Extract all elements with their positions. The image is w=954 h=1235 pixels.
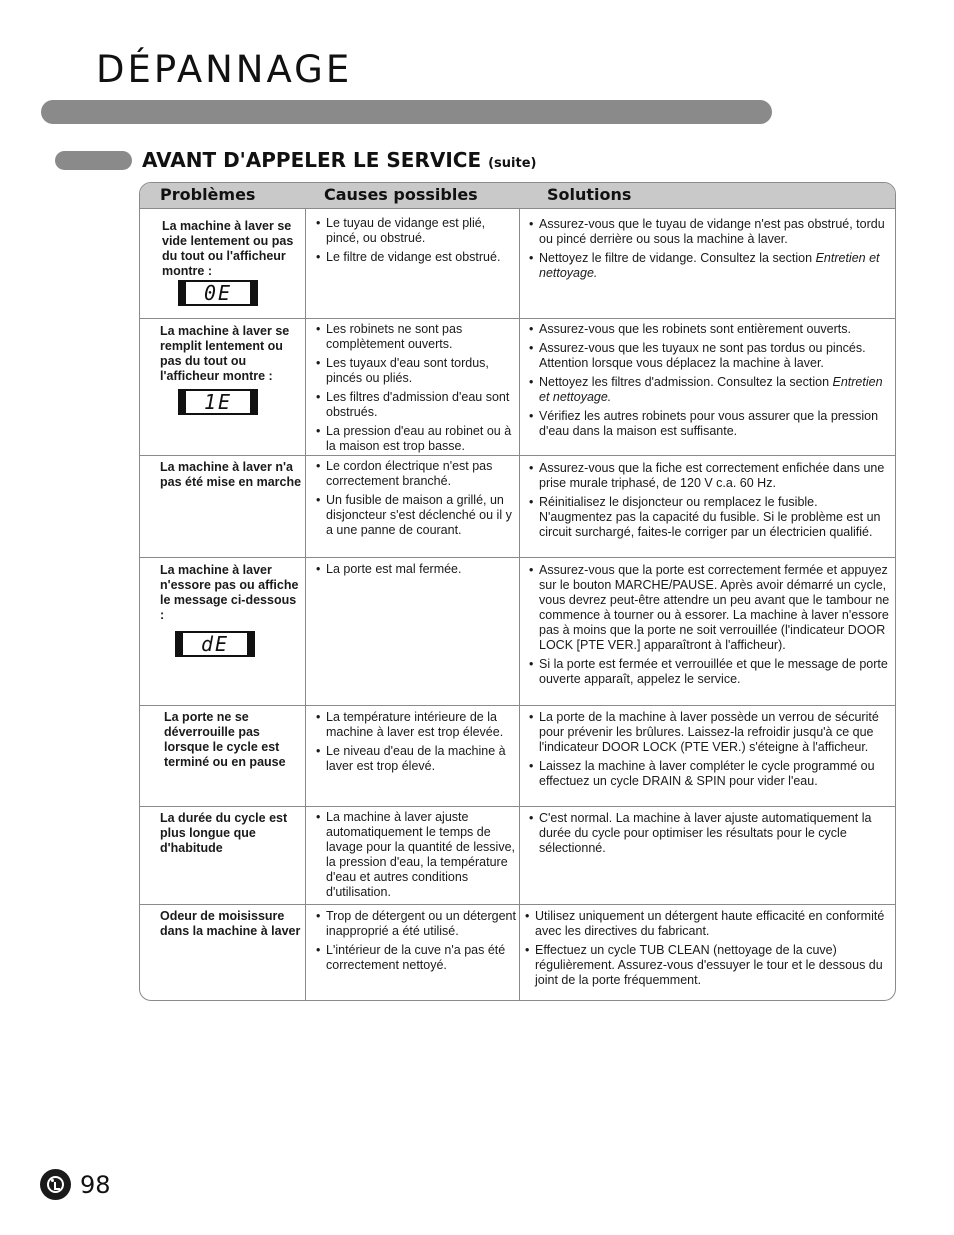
solutions-list: [528, 811, 894, 860]
problem-text: La durée du cycle est plus longue que d'habitude: [160, 811, 288, 855]
list-item: • Assurez-vous que les robinets sont entièrement ouverts.: [528, 322, 894, 337]
causes-list: [315, 216, 518, 269]
table-row: [140, 807, 895, 905]
lg-logo-icon: [40, 1169, 71, 1200]
list-item: • Assurez-vous que le tuyau de vidange n'est pas obstrué, tordu ou pincé derrière ou sous la machine à laver.: [528, 217, 894, 247]
solutions-list: [528, 710, 894, 793]
section-title-text: AVANT D'APPELER LE SERVICE: [142, 148, 482, 172]
table-row: [140, 208, 895, 319]
section-pill: [55, 151, 132, 170]
list-item-text: Nettoyez le filtre de vidange. Consultez la section: [539, 251, 813, 265]
error-display-icon: [178, 389, 258, 415]
list-item: • Si la porte est fermée et verrouillée et que le message de porte ouverte apparaît, appelez le service.: [528, 657, 894, 687]
list-item: • Assurez-vous que la fiche est correctement enfichée dans une prise murale triphasé, de 120 V c.a. 60 Hz.: [528, 461, 894, 491]
list-item: • Le cordon électrique n'est pas correctement branché.: [315, 459, 518, 489]
error-display-icon: [178, 280, 258, 306]
list-item: • Le tuyau de vidange est plié, pincé, ou obstrué.: [315, 216, 518, 246]
table-header: [140, 183, 895, 209]
list-item: • Vérifiez les autres robinets pour vous assurer que la pression d'eau dans la maison est suffisante.: [528, 409, 894, 439]
problem-text: La machine à laver se remplit lentement ou pas du tout ou l'afficheur montre :: [160, 324, 290, 383]
problem-text: La porte ne se déverrouille pas lorsque le cycle est terminé ou en pause: [164, 710, 286, 769]
list-item: • L'intérieur de la cuve n'a pas été correctement nettoyé.: [315, 943, 518, 973]
list-item: • Les robinets ne sont pas complètement ouverts.: [315, 322, 518, 352]
table-row: [140, 905, 895, 1001]
list-item: [528, 251, 894, 281]
list-item-italic: Entretien et nettoyage.: [539, 375, 883, 404]
list-item: • Laissez la machine à laver compléter le cycle programmé ou effectuez un cycle DRAIN & SPIN pour vider l'eau.: [528, 759, 894, 789]
causes-list: [315, 710, 518, 778]
list-item: • Utilisez uniquement un détergent haute efficacité en conformité avec les directives du fabricant.: [524, 909, 890, 939]
table-row: [140, 456, 895, 558]
problem-text: La machine à laver n'essore pas ou affiche le message ci-dessous :: [160, 563, 299, 622]
problem-text: Odeur de moisissure dans la machine à laver: [160, 909, 301, 938]
list-item: • Assurez-vous que les tuyaux ne sont pas tordus ou pincés. Attention lorsque vous déplacez la machine à laver.: [528, 341, 894, 371]
causes-list: [315, 810, 518, 904]
list-item: • La température intérieure de la machine à laver est trop élevée.: [315, 710, 518, 740]
list-item-text: Nettoyez les filtres d'admission. Consultez la section: [539, 375, 830, 389]
troubleshooting-table: [139, 182, 896, 1001]
causes-list: [315, 459, 518, 542]
list-item: • C'est normal. La machine à laver ajuste automatiquement la durée du cycle pour optimiser les résultats pour le cycle sélectionné.: [528, 811, 894, 856]
table-row: [140, 319, 895, 456]
error-code: 1E: [203, 390, 233, 414]
error-display-icon: [175, 631, 255, 657]
page-title: DÉPANNAGE: [96, 48, 353, 91]
list-item: • Assurez-vous que la porte est correctement fermée et appuyez sur le bouton MARCHE/PAUSE. Après avoir démarré un cycle, vous devrez peut-être attendre un peu avant que le tambour ne commence à tourner ou à essorer. La machine à laver n'essore pas à moins que la porte ne soit verrouillée (l'indicateur DOOR LOCK [PTE VER.] apparaîtront à l'afficheur).: [528, 563, 894, 653]
column-header-causes: Causes possibles: [324, 185, 478, 204]
list-item: • Les filtres d'admission d'eau sont obstrués.: [315, 390, 518, 420]
list-item: • La machine à laver ajuste automatiquement le temps de lavage pour la quantité de lessive, la pression d'eau, la température d'eau et autres conditions d'utilisation.: [315, 810, 518, 900]
column-header-problems: Problèmes: [160, 185, 256, 204]
list-item: • Le niveau d'eau de la machine à laver est trop élevé.: [315, 744, 518, 774]
column-header-solutions: Solutions: [547, 185, 632, 204]
table-row: [140, 558, 895, 706]
list-item: • Effectuez un cycle TUB CLEAN (nettoyage de la cuve) régulièrement. Assurez-vous d'essuyer le tour et le dessous du joint de la porte fréquemment.: [524, 943, 890, 988]
error-code: dE: [200, 632, 230, 656]
error-code: 0E: [203, 281, 233, 305]
solutions-list: [528, 461, 894, 544]
problem-text: La machine à laver se vide lentement ou pas du tout ou l'afficheur montre :: [162, 219, 294, 278]
list-item: • Le filtre de vidange est obstrué.: [315, 250, 518, 265]
section-title-suffix: (suite): [488, 156, 537, 171]
causes-list: [315, 909, 518, 977]
list-item: • La pression d'eau au robinet ou à la maison est trop basse.: [315, 424, 518, 454]
causes-list: [315, 562, 518, 581]
list-item: • Réinitialisez le disjoncteur ou remplacez le fusible. N'augmentez pas la capacité du fusible. Si le problème est un circuit surchargé, faites-le corriger par un électricien qualifié.: [528, 495, 894, 540]
table-row: [140, 706, 895, 807]
list-item: • Un fusible de maison a grillé, un disjoncteur s'est déclenché ou il y a une panne de courant.: [315, 493, 518, 538]
problem-text: La machine à laver n'a pas été mise en marche: [160, 460, 302, 489]
list-item: • La porte de la machine à laver possède un verrou de sécurité pour prévenir les brûlures. Laissez-la refroidir jusqu'à ce que l'indicateur DOOR LOCK (PTE VER.) s'éteigne à l'afficheur.: [528, 710, 894, 755]
solutions-list: [528, 563, 894, 691]
solutions-list: [524, 909, 890, 992]
section-title: [142, 148, 536, 172]
list-item: [528, 375, 894, 405]
list-item-italic: Entretien et nettoyage.: [539, 251, 880, 280]
solutions-list: [528, 217, 894, 285]
solutions-list: [528, 322, 894, 443]
list-item: • La porte est mal fermée.: [315, 562, 518, 577]
list-item: • Les tuyaux d'eau sont tordus, pincés ou pliés.: [315, 356, 518, 386]
page-number: 98: [80, 1171, 111, 1199]
causes-list: [315, 322, 518, 458]
title-bar: [41, 100, 772, 124]
list-item: • Trop de détergent ou un détergent inapproprié a été utilisé.: [315, 909, 518, 939]
